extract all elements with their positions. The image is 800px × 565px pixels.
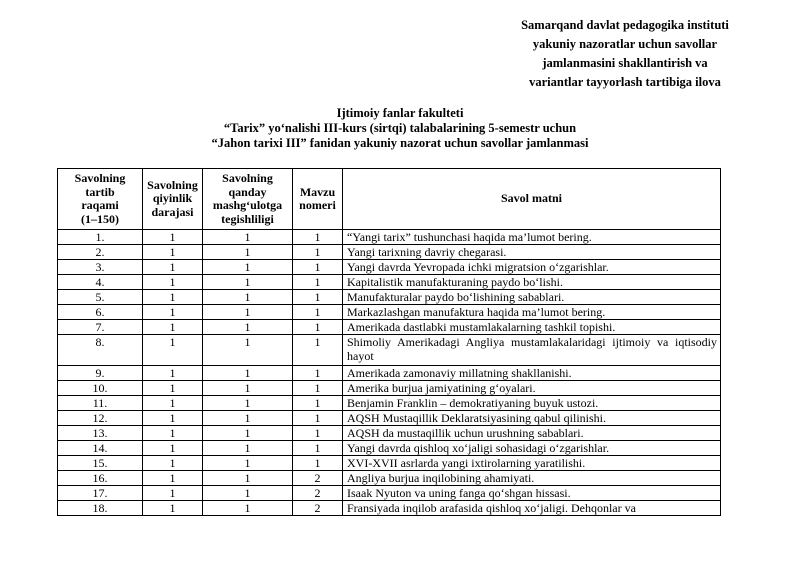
header-question-number: Savolning tartib raqami (1–150) <box>58 169 143 230</box>
questions-table <box>57 168 721 516</box>
table-row <box>58 245 721 260</box>
table-row <box>58 335 721 366</box>
cell-question-number: 7. <box>58 320 143 335</box>
cell-lesson-type: 1 <box>203 260 293 275</box>
annex-line: jamlanmasini shakllantirish va <box>542 56 708 70</box>
header-topic-number: Mavzu nomeri <box>293 169 343 230</box>
cell-question-number: 17. <box>58 486 143 501</box>
table-row <box>58 411 721 426</box>
cell-difficulty: 1 <box>143 456 203 471</box>
cell-difficulty: 1 <box>143 320 203 335</box>
cell-question-text: Amerikada zamonaviy millatning shakllanishi. <box>343 366 721 381</box>
cell-lesson-type: 1 <box>203 396 293 411</box>
cell-lesson-type: 1 <box>203 275 293 290</box>
header-lesson-type: Savolning qanday mashg‘ulotga tegishliligi <box>203 169 293 230</box>
cell-topic-number: 1 <box>293 396 343 411</box>
cell-question-number: 13. <box>58 426 143 441</box>
cell-topic-number: 1 <box>293 456 343 471</box>
cell-topic-number: 1 <box>293 245 343 260</box>
cell-question-number: 12. <box>58 411 143 426</box>
cell-question-text: Angliya burjua inqilobining ahamiyati. <box>343 471 721 486</box>
cell-question-text: Markazlashgan manufaktura haqida ma’lumot bering. <box>343 305 721 320</box>
cell-difficulty: 1 <box>143 245 203 260</box>
cell-question-text: Amerikada dastlabki mustamlakalarning tashkil topishi. <box>343 320 721 335</box>
table-row <box>58 230 721 245</box>
cell-topic-number: 1 <box>293 320 343 335</box>
annex-line: Samarqand davlat pedagogika instituti <box>521 18 729 32</box>
cell-lesson-type: 1 <box>203 486 293 501</box>
cell-question-text: Yangi davrda Yevropada ichki migratsion o‘zgarishlar. <box>343 260 721 275</box>
cell-question-text: Kapitalistik manufakturaning paydo bo‘lishi. <box>343 275 721 290</box>
cell-question-text: Fransiyada inqilob arafasida qishloq xo‘jaligi. Dehqonlar va <box>343 501 721 516</box>
cell-difficulty: 1 <box>143 441 203 456</box>
cell-topic-number: 2 <box>293 471 343 486</box>
cell-difficulty: 1 <box>143 486 203 501</box>
cell-difficulty: 1 <box>143 260 203 275</box>
table-row <box>58 501 721 516</box>
cell-question-text: Shimoliy Amerikadagi Angliya mustamlakalaridagi ijtimoiy va iqtisodiy hayot <box>343 335 721 366</box>
cell-question-text: AQSH Mustaqillik Deklaratsiyasining qabul qilinishi. <box>343 411 721 426</box>
cell-question-number: 14. <box>58 441 143 456</box>
table-row <box>58 320 721 335</box>
cell-topic-number: 1 <box>293 305 343 320</box>
cell-question-number: 11. <box>58 396 143 411</box>
annex-note <box>480 16 770 92</box>
cell-difficulty: 1 <box>143 501 203 516</box>
table-row <box>58 486 721 501</box>
cell-lesson-type: 1 <box>203 381 293 396</box>
cell-topic-number: 1 <box>293 381 343 396</box>
cell-lesson-type: 1 <box>203 501 293 516</box>
cell-topic-number: 1 <box>293 275 343 290</box>
table-header-row <box>58 169 721 230</box>
cell-topic-number: 1 <box>293 411 343 426</box>
cell-question-text: XVI-XVII asrlarda yangi ixtirolarning yaratilishi. <box>343 456 721 471</box>
cell-question-number: 6. <box>58 305 143 320</box>
cell-lesson-type: 1 <box>203 245 293 260</box>
cell-question-text: “Yangi tarix” tushunchasi haqida ma’lumot bering. <box>343 230 721 245</box>
faculty-title: Ijtimoiy fanlar fakulteti <box>336 106 464 120</box>
cell-question-number: 10. <box>58 381 143 396</box>
cell-question-number: 5. <box>58 290 143 305</box>
cell-difficulty: 1 <box>143 335 203 366</box>
cell-topic-number: 1 <box>293 230 343 245</box>
cell-question-number: 15. <box>58 456 143 471</box>
cell-question-text: Manufakturalar paydo bo‘lishining sabablari. <box>343 290 721 305</box>
cell-difficulty: 1 <box>143 471 203 486</box>
cell-difficulty: 1 <box>143 381 203 396</box>
cell-difficulty: 1 <box>143 426 203 441</box>
cell-lesson-type: 1 <box>203 426 293 441</box>
table-row <box>58 441 721 456</box>
table-row <box>58 456 721 471</box>
table-row <box>58 275 721 290</box>
table-row <box>58 396 721 411</box>
table-row <box>58 305 721 320</box>
cell-difficulty: 1 <box>143 290 203 305</box>
cell-question-number: 16. <box>58 471 143 486</box>
cell-topic-number: 2 <box>293 486 343 501</box>
cell-lesson-type: 1 <box>203 290 293 305</box>
cell-lesson-type: 1 <box>203 320 293 335</box>
cell-lesson-type: 1 <box>203 335 293 366</box>
cell-lesson-type: 1 <box>203 366 293 381</box>
table-row <box>58 471 721 486</box>
cell-question-number: 1. <box>58 230 143 245</box>
cell-question-text: Yangi davrda qishloq xo‘jaligi sohasidagi o‘zgarishlar. <box>343 441 721 456</box>
cell-topic-number: 1 <box>293 290 343 305</box>
subject-subtitle: “Jahon tarixi III” fanidan yakuniy nazorat uchun savollar jamlanmasi <box>211 136 589 150</box>
document-heading <box>0 106 800 151</box>
cell-question-text: Yangi tarixning davriy chegarasi. <box>343 245 721 260</box>
table-row <box>58 381 721 396</box>
cell-lesson-type: 1 <box>203 230 293 245</box>
cell-topic-number: 1 <box>293 335 343 366</box>
table-row <box>58 366 721 381</box>
cell-lesson-type: 1 <box>203 305 293 320</box>
course-subtitle: “Tarix” yo‘nalishi III-kurs (sirtqi) talabalarining 5-semestr uchun <box>223 121 577 135</box>
cell-question-number: 2. <box>58 245 143 260</box>
cell-question-number: 18. <box>58 501 143 516</box>
cell-question-text: AQSH da mustaqillik uchun urushning sabablari. <box>343 426 721 441</box>
cell-lesson-type: 1 <box>203 441 293 456</box>
cell-question-number: 4. <box>58 275 143 290</box>
annex-line: yakuniy nazoratlar uchun savollar <box>532 37 718 51</box>
cell-topic-number: 1 <box>293 260 343 275</box>
cell-difficulty: 1 <box>143 366 203 381</box>
table-row <box>58 260 721 275</box>
cell-topic-number: 1 <box>293 426 343 441</box>
annex-line: variantlar tayyorlash tartibiga ilova <box>529 75 721 89</box>
cell-topic-number: 1 <box>293 441 343 456</box>
cell-question-text: Isaak Nyuton va uning fanga qo‘shgan hissasi. <box>343 486 721 501</box>
cell-difficulty: 1 <box>143 230 203 245</box>
table-row <box>58 290 721 305</box>
table-row <box>58 426 721 441</box>
cell-topic-number: 2 <box>293 501 343 516</box>
cell-lesson-type: 1 <box>203 456 293 471</box>
cell-difficulty: 1 <box>143 396 203 411</box>
cell-difficulty: 1 <box>143 305 203 320</box>
cell-lesson-type: 1 <box>203 411 293 426</box>
cell-question-number: 3. <box>58 260 143 275</box>
header-difficulty: Savolning qiyinlik darajasi <box>143 169 203 230</box>
cell-difficulty: 1 <box>143 411 203 426</box>
cell-difficulty: 1 <box>143 275 203 290</box>
cell-question-number: 8. <box>58 335 143 366</box>
cell-topic-number: 1 <box>293 366 343 381</box>
cell-question-text: Benjamin Franklin – demokratiyaning buyuk ustozi. <box>343 396 721 411</box>
cell-question-number: 9. <box>58 366 143 381</box>
cell-lesson-type: 1 <box>203 471 293 486</box>
cell-question-text: Amerika burjua jamiyatining g‘oyalari. <box>343 381 721 396</box>
header-question-text: Savol matni <box>343 169 721 230</box>
